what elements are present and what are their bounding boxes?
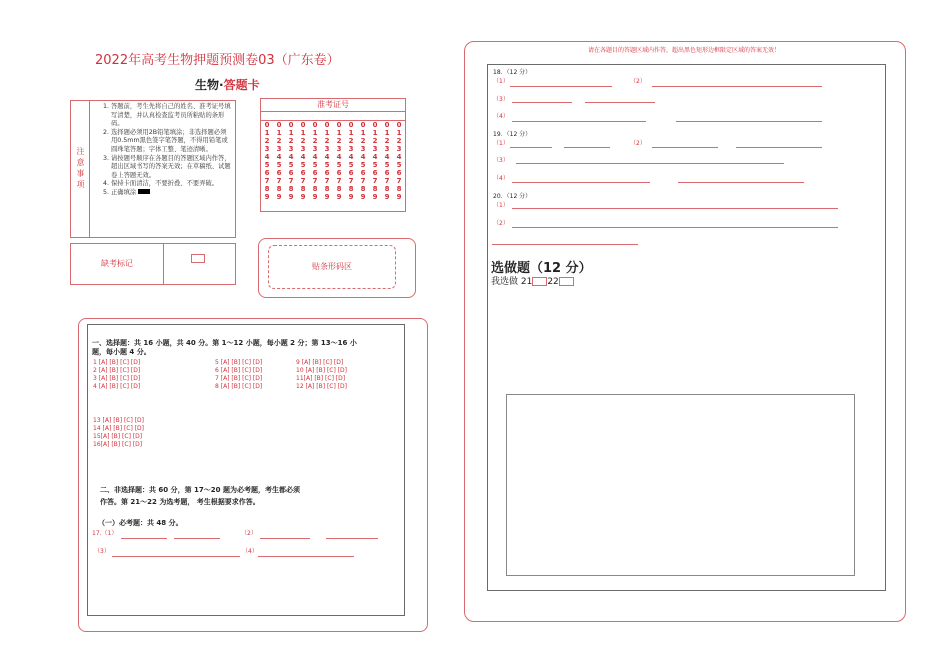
exam-id-digit[interactable]: 6 xyxy=(336,169,342,177)
exam-id-digit[interactable]: 0 xyxy=(360,121,366,129)
exam-id-digit[interactable]: 6 xyxy=(348,169,354,177)
exam-id-digit[interactable]: 0 xyxy=(348,121,354,129)
barcode-area: 贴条形码区 xyxy=(268,245,396,289)
q18-part3-line-b[interactable] xyxy=(585,102,655,103)
choice-col-1 xyxy=(93,359,140,391)
exam-id-digit[interactable]: 3 xyxy=(396,145,402,153)
exam-id-digit[interactable]: 4 xyxy=(384,153,390,161)
left-answer-area xyxy=(87,324,405,616)
exam-id-digit[interactable]: 5 xyxy=(384,161,390,169)
exam-id-digit[interactable]: 5 xyxy=(300,161,306,169)
exam-id-digit[interactable]: 9 xyxy=(348,193,354,201)
q18-heading: 18．（12 分） xyxy=(493,69,532,76)
absent-label: 缺考标记 xyxy=(71,244,164,284)
exam-id-digit[interactable]: 4 xyxy=(276,153,282,161)
choice-row[interactable]: 6 [A] [B] [C] [D] xyxy=(215,367,263,374)
notice-label: 注意事项 xyxy=(71,101,90,237)
elective-answer-box[interactable] xyxy=(506,394,855,576)
exam-id-digit[interactable]: 5 xyxy=(264,161,270,169)
region-warning: 请在各题目的答题区域内作答，超出黑色矩形边框限定区域的答案无效！ xyxy=(587,47,780,54)
q19-part1-label: （1） xyxy=(493,140,509,147)
exam-id-digit[interactable]: 0 xyxy=(312,121,318,129)
exam-id-digit[interactable]: 1 xyxy=(276,129,282,137)
exam-id-digit-column[interactable] xyxy=(393,121,405,201)
elective-choice xyxy=(491,274,574,287)
exam-id-digit[interactable]: 6 xyxy=(288,169,294,177)
exam-id-digit[interactable]: 5 xyxy=(396,161,402,169)
exam-id-digit-column[interactable] xyxy=(285,121,297,201)
exam-id-digit[interactable]: 0 xyxy=(384,121,390,129)
exam-id-digit-column[interactable] xyxy=(297,121,309,201)
exam-id-digit[interactable]: 0 xyxy=(372,121,378,129)
notice-item: 正确填涂 xyxy=(111,188,137,196)
exam-id-digit[interactable]: 6 xyxy=(324,169,330,177)
notice-box xyxy=(70,100,236,238)
exam-id-digit[interactable]: 9 xyxy=(372,193,378,201)
exam-id-digit[interactable]: 5 xyxy=(288,161,294,169)
exam-id-digit[interactable]: 3 xyxy=(276,145,282,153)
q17-part2-line[interactable] xyxy=(260,538,310,539)
exam-id-digit[interactable]: 9 xyxy=(324,193,330,201)
exam-id-digit[interactable]: 8 xyxy=(360,185,366,193)
q18-part4-line[interactable] xyxy=(512,121,646,122)
q18-part2-label: （2） xyxy=(630,78,646,85)
exam-id-digit[interactable]: 2 xyxy=(288,137,294,145)
q19-part1-line-b[interactable] xyxy=(564,147,610,148)
choice-row[interactable]: 10 [A] [B] [C] [D] xyxy=(296,367,348,374)
exam-id-digit[interactable]: 5 xyxy=(336,161,342,169)
exam-id-digit[interactable]: 7 xyxy=(312,177,318,185)
exam-id-digit[interactable]: 7 xyxy=(276,177,282,185)
nonchoice-heading: 二、非选择题：共 60 分，第 17～20 题为必考题，考生都必须 xyxy=(100,486,300,494)
q17-part1-line-b[interactable] xyxy=(174,538,220,539)
q19-part3-label: （3） xyxy=(493,157,509,164)
choice-col-4 xyxy=(93,417,144,449)
exam-id-digit[interactable]: 2 xyxy=(348,137,354,145)
fill-sample-icon xyxy=(138,189,150,194)
q18-part3-label: （3） xyxy=(493,96,509,103)
exam-id-digit[interactable]: 8 xyxy=(348,185,354,193)
exam-id-digit[interactable]: 4 xyxy=(288,153,294,161)
exam-id-digit[interactable]: 8 xyxy=(372,185,378,193)
exam-id-digit[interactable]: 9 xyxy=(288,193,294,201)
exam-id-digit[interactable]: 8 xyxy=(324,185,330,193)
notice-item: 1. 答题前，考生先将自己的姓名、准考证号填写清楚，并认真检查监考员所粘贴的条形码。 xyxy=(111,103,231,129)
choice-row[interactable]: 14 [A] [B] [C] [D] xyxy=(93,425,145,432)
choice-row[interactable]: 5 [A] [B] [C] [D] xyxy=(215,359,263,366)
exam-id-digit[interactable]: 7 xyxy=(348,177,354,185)
exam-id-digit[interactable]: 4 xyxy=(360,153,366,161)
exam-id-digit[interactable]: 2 xyxy=(360,137,366,145)
exam-id-digit[interactable]: 4 xyxy=(312,153,318,161)
q17-part1-line[interactable] xyxy=(121,538,167,539)
choice-row[interactable]: 3 [A] [B] [C] [D] xyxy=(93,375,141,382)
q17-part4-line[interactable] xyxy=(258,556,354,557)
exam-id-digit[interactable]: 8 xyxy=(312,185,318,193)
q17-part4-label: （4） xyxy=(242,548,258,555)
exam-id-digit[interactable]: 1 xyxy=(324,129,330,137)
elective-22-label: 22 xyxy=(547,277,559,287)
notice-item: 2. 选择题必须用2B铅笔填涂；非选择题必须用0.5mm黑色签字笔答题，不得用铅笔或圆珠笔答题；字体工整、笔迹清晰。 xyxy=(111,129,231,155)
exam-id-digit[interactable]: 3 xyxy=(336,145,342,153)
exam-id-digit[interactable]: 2 xyxy=(384,137,390,145)
exam-id-digit[interactable]: 8 xyxy=(264,185,270,193)
choice-row[interactable]: 4 [A] [B] [C] [D] xyxy=(93,383,141,390)
notice-item: 4. 保持卡面清洁，不要折叠、不要弄破。 xyxy=(111,180,231,189)
exam-id-digit[interactable]: 9 xyxy=(396,193,402,201)
exam-id-digit[interactable]: 5 xyxy=(360,161,366,169)
q20-extra-line[interactable] xyxy=(492,244,638,245)
q20-part1-label: （1） xyxy=(493,202,509,209)
exam-id-digit[interactable]: 3 xyxy=(348,145,354,153)
exam-id-digit[interactable]: 6 xyxy=(360,169,366,177)
page-title: 2022年高考生物押题预测卷03（广东卷） xyxy=(95,53,340,68)
choice-col-3 xyxy=(296,359,347,391)
exam-id-digit[interactable]: 2 xyxy=(312,137,318,145)
q19-part2-label: （2） xyxy=(630,140,646,147)
absent-mark-box xyxy=(70,243,236,285)
exam-id-digit[interactable]: 5 xyxy=(324,161,330,169)
exam-id-digit[interactable]: 8 xyxy=(288,185,294,193)
exam-id-digit[interactable]: 2 xyxy=(372,137,378,145)
exam-id-digit[interactable]: 7 xyxy=(336,177,342,185)
q17-part2-line-b[interactable] xyxy=(326,538,378,539)
choice-row[interactable]: 11[A] [B] [C] [D] xyxy=(296,375,346,382)
choice-row[interactable]: 8 [A] [B] [C] [D] xyxy=(215,383,263,390)
exam-id-digit[interactable]: 9 xyxy=(336,193,342,201)
exam-id-digit[interactable]: 0 xyxy=(336,121,342,129)
exam-id-digit[interactable]: 6 xyxy=(264,169,270,177)
q17-part3-label: （3） xyxy=(94,548,110,555)
exam-id-digit[interactable]: 9 xyxy=(384,193,390,201)
exam-id-write-row[interactable] xyxy=(261,112,405,121)
exam-id-digit[interactable]: 6 xyxy=(276,169,282,177)
choice-row[interactable]: 7 [A] [B] [C] [D] xyxy=(215,375,263,382)
subtitle-card: 答题卡 xyxy=(223,78,260,92)
q19-part4-line-b[interactable] xyxy=(678,182,804,183)
q19-part4-line[interactable] xyxy=(512,182,650,183)
q17-part3-line[interactable] xyxy=(112,556,240,557)
exam-id-digit[interactable]: 4 xyxy=(300,153,306,161)
exam-id-digit[interactable]: 7 xyxy=(360,177,366,185)
exam-id-digit-column[interactable] xyxy=(357,121,369,201)
exam-id-digit[interactable]: 3 xyxy=(384,145,390,153)
exam-id-digit[interactable]: 1 xyxy=(360,129,366,137)
exam-id-label: 准考证号 xyxy=(261,99,405,112)
notice-item: 3. 请按题号顺序在各题目的答题区域内作答，超出区域书写的答案无效；在草稿纸、试题卷上答题无效。 xyxy=(111,155,231,181)
choice-row[interactable]: 9 [A] [B] [C] [D] xyxy=(296,359,344,366)
exam-id-digit[interactable]: 1 xyxy=(348,129,354,137)
exam-id-digit[interactable]: 5 xyxy=(276,161,282,169)
exam-id-digit[interactable]: 0 xyxy=(264,121,270,129)
exam-id-digit[interactable]: 7 xyxy=(372,177,378,185)
q17-part2-label: （2） xyxy=(241,530,257,537)
exam-id-digit[interactable]: 4 xyxy=(396,153,402,161)
exam-id-digit[interactable]: 1 xyxy=(336,129,342,137)
elective-title: 选做题（12 分） xyxy=(491,261,592,276)
exam-id-digit[interactable]: 8 xyxy=(396,185,402,193)
q20-part2-label: （2） xyxy=(493,220,509,227)
exam-id-digit[interactable]: 4 xyxy=(348,153,354,161)
exam-id-digit[interactable]: 7 xyxy=(384,177,390,185)
notice-item-fill xyxy=(111,189,231,198)
exam-id-digit[interactable]: 3 xyxy=(360,145,366,153)
exam-id-digit[interactable]: 8 xyxy=(276,185,282,193)
exam-id-digit[interactable]: 6 xyxy=(396,169,402,177)
q19-part2-line-b[interactable] xyxy=(736,147,822,148)
exam-id-digit[interactable]: 7 xyxy=(264,177,270,185)
exam-id-digit[interactable]: 9 xyxy=(312,193,318,201)
exam-id-digit[interactable]: 6 xyxy=(372,169,378,177)
choice-row[interactable]: 2 [A] [B] [C] [D] xyxy=(93,367,141,374)
q19-part1-line[interactable] xyxy=(510,147,552,148)
exam-id-digit[interactable]: 1 xyxy=(288,129,294,137)
exam-id-digit[interactable]: 4 xyxy=(336,153,342,161)
exam-id-digit[interactable]: 3 xyxy=(264,145,270,153)
notice-list xyxy=(89,103,231,198)
exam-id-digit[interactable]: 2 xyxy=(324,137,330,145)
exam-id-digit[interactable]: 1 xyxy=(312,129,318,137)
q18-part3-line[interactable] xyxy=(512,102,572,103)
exam-id-digit[interactable]: 2 xyxy=(300,137,306,145)
exam-id-digit-column[interactable] xyxy=(345,121,357,201)
exam-id-digit[interactable]: 1 xyxy=(264,129,270,137)
exam-id-digit[interactable]: 5 xyxy=(348,161,354,169)
exam-id-digit[interactable]: 9 xyxy=(360,193,366,201)
exam-id-digit[interactable]: 7 xyxy=(396,177,402,185)
exam-id-digit[interactable]: 0 xyxy=(288,121,294,129)
exam-id-digit[interactable]: 4 xyxy=(324,153,330,161)
exam-id-digit[interactable]: 0 xyxy=(276,121,282,129)
exam-id-digit[interactable]: 3 xyxy=(324,145,330,153)
card-subtitle xyxy=(195,76,260,93)
exam-id-digit[interactable]: 1 xyxy=(372,129,378,137)
choice-row[interactable]: 16[A] [B] [C] [D] xyxy=(93,441,143,448)
exam-id-digit[interactable]: 1 xyxy=(384,129,390,137)
exam-id-digit[interactable]: 4 xyxy=(372,153,378,161)
choice-col-2 xyxy=(215,359,262,391)
exam-id-digit[interactable]: 2 xyxy=(264,137,270,145)
q20-part2-line[interactable] xyxy=(512,227,838,228)
exam-id-digit[interactable]: 3 xyxy=(288,145,294,153)
exam-id-digit-column[interactable] xyxy=(369,121,381,201)
choice-row[interactable]: 1 [A] [B] [C] [D] xyxy=(93,359,141,366)
choice-row[interactable]: 15[A] [B] [C] [D] xyxy=(93,433,143,440)
q19-part3-line[interactable] xyxy=(516,163,784,164)
exam-id-digit[interactable]: 2 xyxy=(336,137,342,145)
exam-id-digit[interactable]: 5 xyxy=(312,161,318,169)
exam-id-digit[interactable]: 8 xyxy=(336,185,342,193)
q17-part1-label: 17.（1） xyxy=(92,530,118,537)
q18-part1-line[interactable] xyxy=(510,86,612,87)
exam-id-digit[interactable]: 2 xyxy=(396,137,402,145)
exam-id-digit-column[interactable] xyxy=(261,121,273,201)
q18-part2-line[interactable] xyxy=(652,86,822,87)
exam-id-grid xyxy=(260,98,406,212)
exam-id-digit-column[interactable] xyxy=(381,121,393,201)
exam-id-digit[interactable]: 9 xyxy=(264,193,270,201)
exam-id-digit[interactable]: 7 xyxy=(288,177,294,185)
exam-id-digit[interactable]: 3 xyxy=(300,145,306,153)
absent-checkbox[interactable] xyxy=(191,254,205,263)
exam-id-digit-column[interactable] xyxy=(333,121,345,201)
exam-id-digit[interactable]: 7 xyxy=(324,177,330,185)
q18-part1-label: （1） xyxy=(493,78,509,85)
q20-part1-line[interactable] xyxy=(512,208,838,209)
exam-id-digit[interactable]: 0 xyxy=(324,121,330,129)
q18-part4-label: （4） xyxy=(493,113,509,120)
exam-id-digit-column[interactable] xyxy=(309,121,321,201)
q18-part4-line-b[interactable] xyxy=(676,121,822,122)
elective-21-box[interactable] xyxy=(532,277,547,286)
exam-id-digit[interactable]: 9 xyxy=(276,193,282,201)
q19-part4-label: （4） xyxy=(493,175,509,182)
elective-22-box[interactable] xyxy=(559,277,574,286)
exam-id-digit[interactable]: 6 xyxy=(312,169,318,177)
exam-id-digit-column[interactable] xyxy=(273,121,285,201)
q19-heading: 19．（12 分） xyxy=(493,131,532,138)
exam-id-digit[interactable]: 5 xyxy=(372,161,378,169)
exam-id-digit[interactable]: 3 xyxy=(372,145,378,153)
nonchoice-heading-cont: 作答。第 21～22 为选考题， 考生根据要求作答。 xyxy=(100,498,260,506)
exam-id-digit[interactable]: 6 xyxy=(300,169,306,177)
exam-id-digit[interactable]: 2 xyxy=(276,137,282,145)
exam-id-digit[interactable]: 6 xyxy=(384,169,390,177)
exam-id-digit[interactable]: 0 xyxy=(396,121,402,129)
exam-id-digit[interactable]: 8 xyxy=(384,185,390,193)
exam-id-digit[interactable]: 9 xyxy=(300,193,306,201)
exam-id-digit[interactable]: 1 xyxy=(396,129,402,137)
exam-id-digit[interactable]: 1 xyxy=(300,129,306,137)
choice-heading: 一、选择题：共 16 小题，共 40 分。第 1～12 小题，每小题 2 分；第 13～16 小 xyxy=(92,339,357,347)
exam-id-digit-column[interactable] xyxy=(321,121,333,201)
choice-heading-cont: 题，每小题 4 分。 xyxy=(92,348,151,356)
exam-id-digit[interactable]: 7 xyxy=(300,177,306,185)
q19-part2-line[interactable] xyxy=(652,147,718,148)
exam-id-columns xyxy=(261,121,405,201)
choice-row[interactable]: 13 [A] [B] [C] [D] xyxy=(93,417,145,424)
exam-id-digit[interactable]: 8 xyxy=(300,185,306,193)
exam-id-digit[interactable]: 3 xyxy=(312,145,318,153)
exam-id-digit[interactable]: 0 xyxy=(300,121,306,129)
elective-choice-label: 我选做 21 xyxy=(491,277,533,287)
subtitle-subject: 生物· xyxy=(195,78,224,92)
required-heading: （一）必考题：共 48 分。 xyxy=(98,519,183,527)
choice-row[interactable]: 12 [A] [B] [C] [D] xyxy=(296,383,348,390)
q20-heading: 20．（12 分） xyxy=(493,193,532,200)
exam-id-digit[interactable]: 4 xyxy=(264,153,270,161)
